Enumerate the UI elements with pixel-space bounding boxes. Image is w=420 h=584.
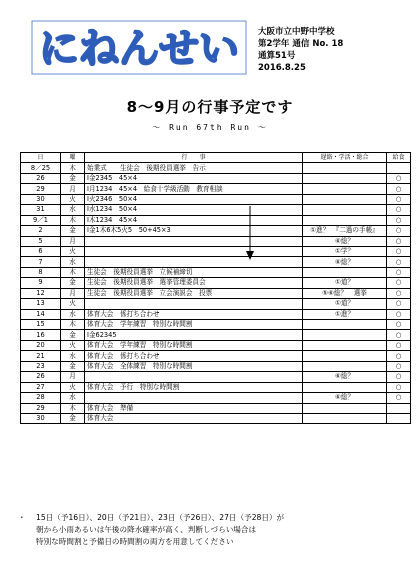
table-cell-event: Ⅰ金2345 45×4 <box>85 173 303 183</box>
table-cell-day: 金 <box>61 226 85 236</box>
note-line: 特別な時間割と予備日の時間割の両方を用意してください <box>36 537 234 546</box>
table-cell-date: 31 <box>21 205 61 215</box>
table-row <box>21 372 411 382</box>
school-name: 大阪市立中野中学校 <box>258 27 335 37</box>
table-cell-day: 木 <box>61 267 85 277</box>
table-cell-date: 8／25 <box>21 163 61 173</box>
table-row <box>21 351 411 361</box>
table-cell-lunch: ○ <box>387 372 411 382</box>
table-cell-date: 20 <box>21 340 61 350</box>
table-cell-event: Ⅰ金1木6木5火5 50+45×3 <box>85 226 303 236</box>
table-cell-event <box>85 246 303 256</box>
table-cell-subject <box>303 361 387 371</box>
table-cell-subject: ⑥総？ <box>303 372 387 382</box>
table-row <box>21 309 411 319</box>
table-cell-event: 体育大会 係打ち合わせ <box>85 351 303 361</box>
table-cell-day: 木 <box>61 320 85 330</box>
table-cell-event: 体育大会 予行 特別な時間割 <box>85 382 303 392</box>
table-cell-event: Ⅰ月1234 45×4 給食十学級活動 教育相談 <box>85 184 303 194</box>
table-cell-subject <box>303 267 387 277</box>
table-cell-lunch: ○ <box>387 361 411 371</box>
table-cell-day: 水 <box>61 257 85 267</box>
table-cell-lunch: ○ <box>387 320 411 330</box>
table-cell-day: 火 <box>61 299 85 309</box>
table-row <box>21 246 411 256</box>
col-header-day: 曜 <box>61 153 85 163</box>
table-cell-date: 29 <box>21 184 61 194</box>
table-row <box>21 267 411 277</box>
table-cell-lunch: ○ <box>387 288 411 298</box>
col-header-events: 行 事 <box>85 153 303 163</box>
school-info <box>258 26 343 74</box>
table-cell-lunch <box>387 403 411 413</box>
table-cell-event: 体育大会 全体練習 特別な時間割 <box>85 361 303 371</box>
table-cell-date: 13 <box>21 299 61 309</box>
table-cell-date: 16 <box>21 330 61 340</box>
table-row <box>21 320 411 330</box>
table-cell-date: 2 <box>21 226 61 236</box>
table-cell-day: 火 <box>61 194 85 204</box>
table-cell-subject: ⑥総？ <box>303 236 387 246</box>
table-cell-subject <box>303 320 387 330</box>
table-row <box>21 236 411 246</box>
table-cell-day: 水 <box>61 309 85 319</box>
table-cell-day: 月 <box>61 372 85 382</box>
table-cell-subject: ⑥総？ <box>303 257 387 267</box>
issue-date: 2016.8.25 <box>258 63 306 73</box>
table-cell-subject: ①進？ <box>303 309 387 319</box>
note-bullet: ・ <box>18 513 26 522</box>
table-cell-date: 6 <box>21 246 61 256</box>
col-header-date: 日 <box>21 153 61 163</box>
table-cell-lunch: ○ <box>387 309 411 319</box>
table-cell-day: 火 <box>61 246 85 256</box>
table-row <box>21 226 411 236</box>
table-cell-day: 金 <box>61 413 85 423</box>
table-cell-day: 火 <box>61 340 85 350</box>
table-cell-event <box>85 299 303 309</box>
table-cell-event: 体育大会 学年練習 特別な時間割 <box>85 320 303 330</box>
table-row <box>21 184 411 194</box>
table-cell-date: 28 <box>21 393 61 403</box>
schedule-note <box>18 512 414 548</box>
table-cell-subject: ①学？ <box>303 246 387 256</box>
table-cell-date: 21 <box>21 351 61 361</box>
table-cell-lunch: ○ <box>387 184 411 194</box>
schedule-table <box>20 152 411 424</box>
page-subtitle: ～ Run 67th Run ～ <box>152 123 268 132</box>
table-cell-subject: ①進？ 『二過の手帳』 <box>303 226 387 236</box>
serial-number: 通算51号 <box>258 51 296 61</box>
table-cell-subject <box>303 184 387 194</box>
table-cell-day: 月 <box>61 236 85 246</box>
table-cell-subject: ①道？ <box>303 299 387 309</box>
table-cell-date: 26 <box>21 173 61 183</box>
table-cell-lunch: ○ <box>387 257 411 267</box>
table-cell-event: 生徒会 後期役員選挙 立候補締切 <box>85 267 303 277</box>
table-cell-subject <box>303 330 387 340</box>
table-row <box>21 194 411 204</box>
table-cell-lunch: ○ <box>387 173 411 183</box>
table-cell-subject <box>303 215 387 225</box>
table-row <box>21 215 411 225</box>
table-cell-day: 金 <box>61 278 85 288</box>
table-cell-subject <box>303 173 387 183</box>
table-cell-date: 7 <box>21 257 61 267</box>
table-cell-event: 体育大会 学年練習 特別な時間割 <box>85 340 303 350</box>
table-cell-subject <box>303 351 387 361</box>
table-cell-lunch: ○ <box>387 246 411 256</box>
table-cell-lunch <box>387 163 411 173</box>
table-cell-day: 水 <box>61 351 85 361</box>
table-cell-event: Ⅰ金62345 <box>85 330 303 340</box>
table-row <box>21 257 411 267</box>
table-cell-lunch: ○ <box>387 194 411 204</box>
table-row <box>21 361 411 371</box>
table-cell-lunch: ○ <box>387 236 411 246</box>
table-cell-lunch: ○ <box>387 299 411 309</box>
table-cell-day: 木 <box>61 215 85 225</box>
note-line: 朝から小雨あるいは午後の降水確率が高く、判断しづらい場合は <box>36 525 257 534</box>
table-cell-lunch: ○ <box>387 330 411 340</box>
table-cell-day: 火 <box>61 382 85 392</box>
table-cell-subject <box>303 205 387 215</box>
table-cell-event <box>85 257 303 267</box>
table-cell-subject <box>303 340 387 350</box>
table-cell-event: 始業式 生徒会 後期役員選挙 告示 <box>85 163 303 173</box>
table-cell-event: Ⅰ水1234 50×4 <box>85 205 303 215</box>
table-cell-event: 生徒会 後期役員選挙 選挙管理委員会 <box>85 278 303 288</box>
table-row <box>21 288 411 298</box>
table-cell-date: 23 <box>21 361 61 371</box>
table-cell-day: 金 <box>61 173 85 183</box>
table-row <box>21 403 411 413</box>
table-cell-lunch <box>387 413 411 423</box>
table-cell-date: 12 <box>21 288 61 298</box>
table-cell-event: 生徒会 後期役員選挙 立会演説会 投票 <box>85 288 303 298</box>
issue-number: 第2学年 通信 No. 18 <box>258 39 344 49</box>
table-row <box>21 340 411 350</box>
table-cell-event: Ⅰ木1234 45×4 <box>85 215 303 225</box>
table-cell-day: 木 <box>61 163 85 173</box>
table-cell-day: 月 <box>61 184 85 194</box>
arrow-down-icon <box>246 206 254 260</box>
table-cell-date: 30 <box>21 194 61 204</box>
table-cell-date: 5 <box>21 236 61 246</box>
table-cell-subject <box>303 382 387 392</box>
note-line: 15日（予16日）、20日（予21日）、23日（予26日）、27日（予28日）が <box>36 513 285 522</box>
table-cell-subject: ⑥総？ <box>303 393 387 403</box>
table-cell-day: 金 <box>61 330 85 340</box>
table-cell-subject <box>303 403 387 413</box>
table-header-row <box>21 153 411 163</box>
table-cell-subject: ①道？ <box>303 278 387 288</box>
table-cell-day: 金 <box>61 361 85 371</box>
table-cell-date: 15 <box>21 320 61 330</box>
table-cell-lunch: ○ <box>387 351 411 361</box>
table-cell-lunch: ○ <box>387 205 411 215</box>
masthead-title: にねんせい <box>39 26 239 72</box>
table-row <box>21 330 411 340</box>
table-cell-lunch: ○ <box>387 393 411 403</box>
table-cell-event <box>85 393 303 403</box>
table-cell-date: 9 <box>21 278 61 288</box>
table-cell-lunch: ○ <box>387 267 411 277</box>
table-cell-date: 8 <box>21 267 61 277</box>
table-cell-date: 26 <box>21 372 61 382</box>
table-cell-event: 体育大会 準備 <box>85 403 303 413</box>
table-cell-date: 29 <box>21 403 61 413</box>
table-cell-subject <box>303 163 387 173</box>
table-cell-subject <box>303 413 387 423</box>
table-row <box>21 205 411 215</box>
table-cell-subject: ⑤⑥総？ 選挙 <box>303 288 387 298</box>
table-row <box>21 299 411 309</box>
page-title: 8～9月の行事予定です <box>126 98 294 116</box>
table-cell-lunch: ○ <box>387 382 411 392</box>
table-cell-date: 27 <box>21 382 61 392</box>
table-cell-lunch: ○ <box>387 340 411 350</box>
col-header-subject: 遅絡・学活・総合 <box>303 153 387 163</box>
table-cell-event: 体育大会 <box>85 413 303 423</box>
table-cell-date: 30 <box>21 413 61 423</box>
table-row <box>21 413 411 423</box>
table-cell-lunch: ○ <box>387 215 411 225</box>
col-header-lunch: 給食 <box>387 153 411 163</box>
table-row <box>21 163 411 173</box>
table-cell-event: Ⅰ火2346 50×4 <box>85 194 303 204</box>
masthead-logo <box>30 18 248 76</box>
table-row <box>21 382 411 392</box>
table-row <box>21 393 411 403</box>
table-cell-lunch: ○ <box>387 226 411 236</box>
table-cell-day: 水 <box>61 393 85 403</box>
table-cell-day: 木 <box>61 403 85 413</box>
table-cell-event: 体育大会 係打ち合わせ <box>85 309 303 319</box>
table-cell-event <box>85 236 303 246</box>
table-row <box>21 278 411 288</box>
table-cell-lunch: ○ <box>387 278 411 288</box>
table-cell-subject <box>303 194 387 204</box>
table-cell-date: 14 <box>21 309 61 319</box>
table-cell-day: 水 <box>61 205 85 215</box>
table-cell-date: 9／1 <box>21 215 61 225</box>
table-row <box>21 173 411 183</box>
table-cell-day: 月 <box>61 288 85 298</box>
table-cell-event <box>85 372 303 382</box>
